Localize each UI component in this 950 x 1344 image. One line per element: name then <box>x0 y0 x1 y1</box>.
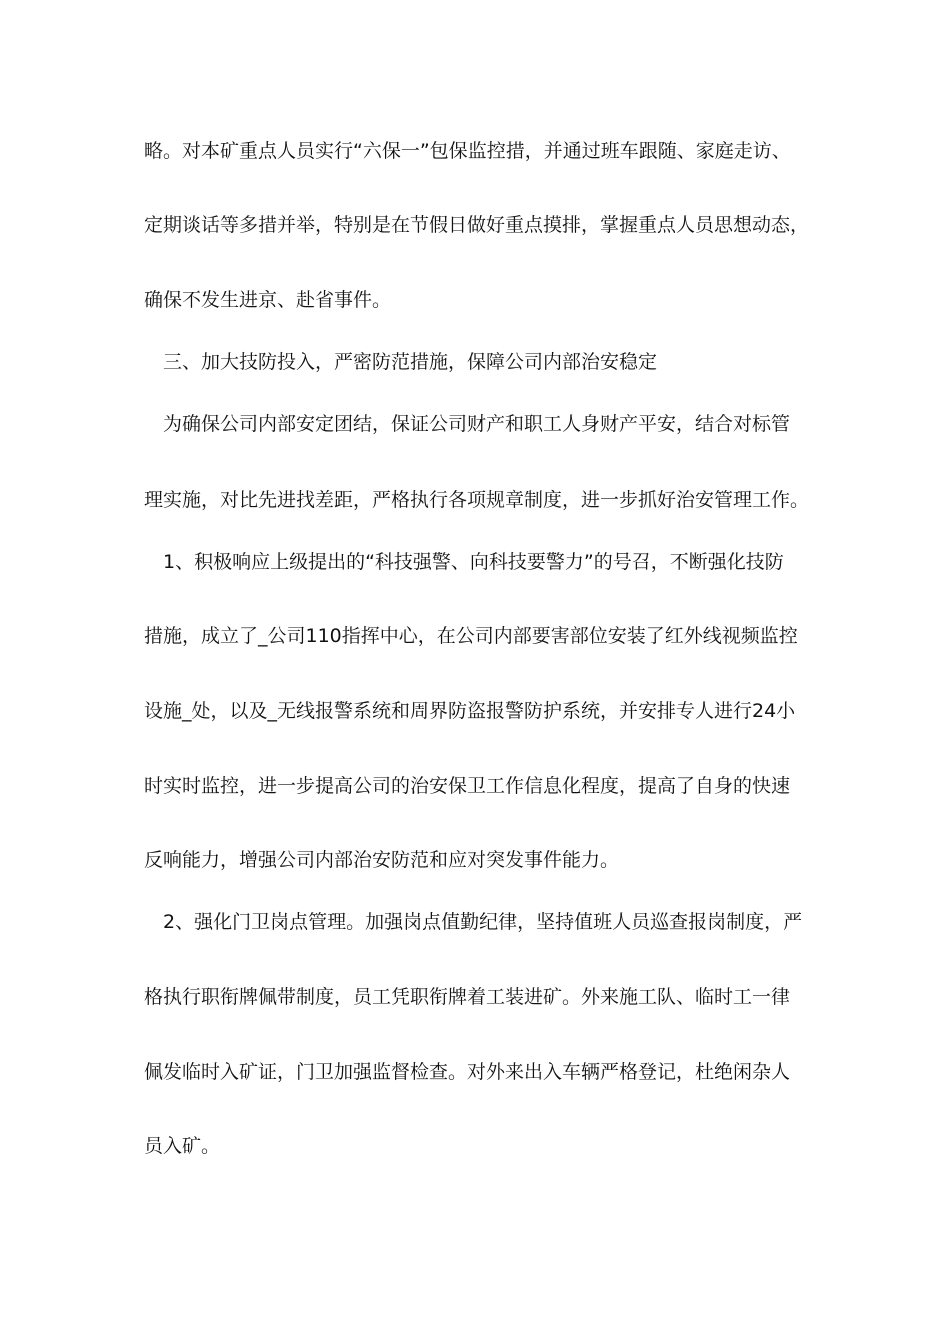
paragraph-line-1: 略。对本矿重点人员实行“六保一”包保监控措，并通过班车跟随、家庭走访、 <box>144 140 791 162</box>
paragraph-line-14: 佩发临时入矿证，门卫加强监督检查。对外来出入车辆严格登记，杜绝闲杂人 <box>144 1061 791 1083</box>
paragraph-line-2: 定期谈话等多措并举，特别是在节假日做好重点摸排，掌握重点人员思想动态， <box>144 214 810 236</box>
paragraph-line-11: 反响能力，增强公司内部治安防范和应对突发事件能力。 <box>144 849 620 871</box>
paragraph-line-9: 设施_处，以及_无线报警系统和周界防盗报警防护系统，并安排专人进行24小 <box>144 700 796 722</box>
paragraph-line-13: 格执行职衔牌佩带制度，员工凭职衔牌着工装进矿。外来施工队、临时工一律 <box>144 986 791 1008</box>
paragraph-line-10: 时实时监控，进一步提高公司的治安保卫工作信息化程度，提高了自身的快速 <box>144 775 791 797</box>
section-heading: 三、加大技防投入，严密防范措施，保障公司内部治安稳定 <box>163 351 658 373</box>
paragraph-line-12: 2、强化门卫岗点管理。加强岗点值勤纪律，坚持值班人员巡查报岗制度，严 <box>163 911 803 933</box>
paragraph-line-7: 1、积极响应上级提出的“科技强警、向科技要警力”的号召，不断强化技防 <box>163 551 784 573</box>
paragraph-line-6: 理实施，对比先进找差距，严格执行各项规章制度，进一步抓好治安管理工作。 <box>144 489 810 511</box>
paragraph-line-5: 为确保公司内部安定团结，保证公司财产和职工人身财产平安，结合对标管 <box>163 413 791 435</box>
paragraph-line-8: 措施，成立了_公司110指挥中心，在公司内部要害部位安装了红外线视频监控 <box>144 625 798 647</box>
paragraph-line-3: 确保不发生进京、赴省事件。 <box>144 289 392 311</box>
paragraph-line-15: 员入矿。 <box>144 1135 221 1157</box>
